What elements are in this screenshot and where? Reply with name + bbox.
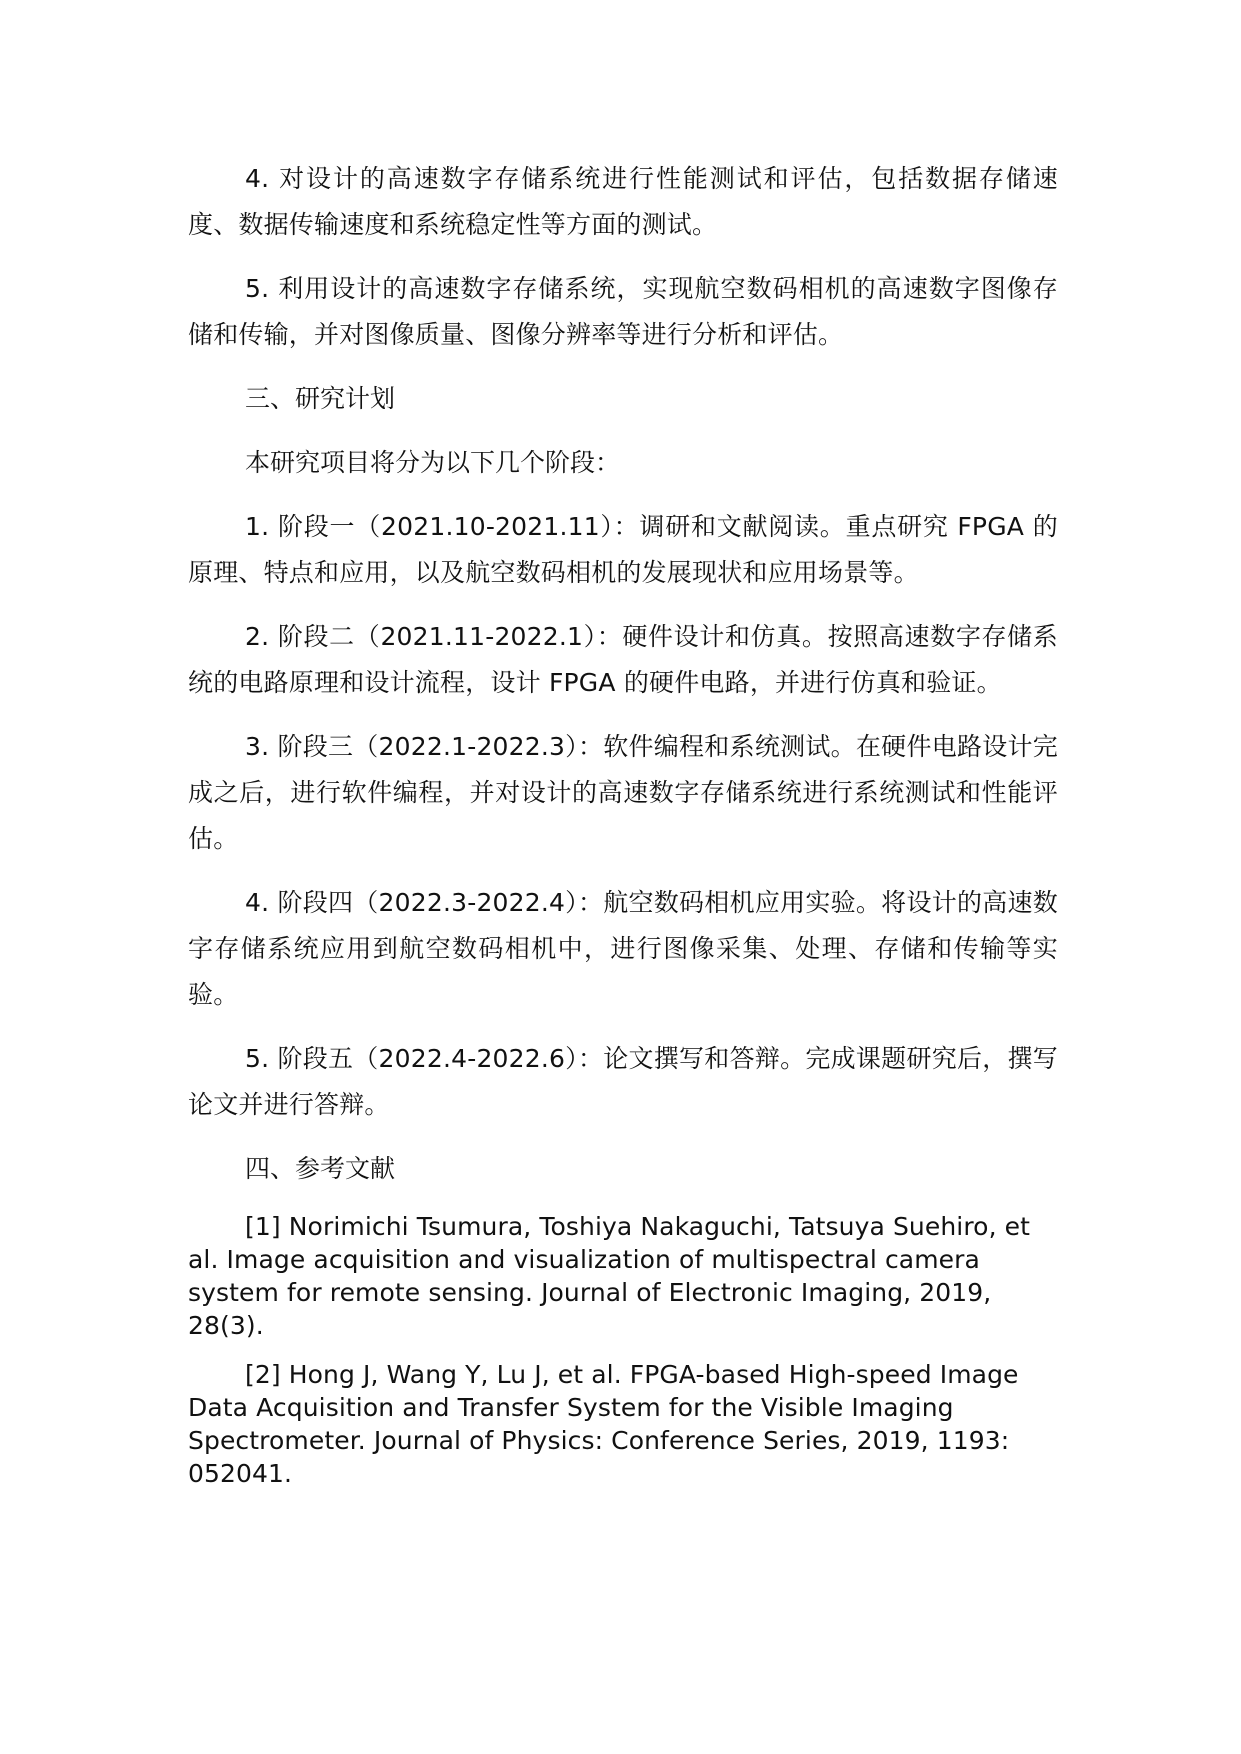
stage-item: 3. 阶段三（2022.1-2022.3）：软件编程和系统测试。在硬件电路设计完成之后，进行软件编程，并对设计的高速数字存储系统进行系统测试和性能评估。 [188, 732, 1058, 853]
paragraph-item-5: 5. 利用设计的高速数字存储系统，实现航空数码相机的高速数字图像存储和传输，并对图像质量、图像分辨率等进行分析和评估。 [188, 274, 1058, 349]
section-heading-references: 四、参考文献 [245, 1154, 396, 1183]
stage-item: 4. 阶段四（2022.3-2022.4）：航空数码相机应用实验。将设计的高速数字存储系统应用到航空数码相机中，进行图像采集、处理、存储和传输等实验。 [188, 888, 1058, 1009]
reference-item: [1] Norimichi Tsumura, Toshiya Nakaguchi, Tatsuya Suehiro, et al. Image acquisition and visualization of multispectral camera system for remote sensing. Journal of Electronic Imaging, 2019, 28(3). [188, 1212, 1031, 1340]
section-intro: 本研究项目将分为以下几个阶段： [245, 448, 621, 477]
reference-item: [2] Hong J, Wang Y, Lu J, et al. FPGA-based High-speed Image Data Acquisition and Transfer System for the Visible Imaging Spectrometer. Journal of Physics: Conference Series, 2019, 1193: 052041. [188, 1360, 1019, 1488]
document-body [188, 156, 1058, 1506]
stage-item: 2. 阶段二（2021.11-2022.1）：硬件设计和仿真。按照高速数字存储系统的电路原理和设计流程，设计 FPGA 的硬件电路，并进行仿真和验证。 [188, 622, 1058, 697]
paragraph-item-4: 4. 对设计的高速数字存储系统进行性能测试和评估，包括数据存储速度、数据传输速度和系统稳定性等方面的测试。 [188, 164, 1058, 239]
stage-item: 5. 阶段五（2022.4-2022.6）：论文撰写和答辩。完成课题研究后，撰写论文并进行答辩。 [188, 1044, 1058, 1119]
stage-item: 1. 阶段一（2021.10-2021.11）：调研和文献阅读。重点研究 FPGA 的原理、特点和应用，以及航空数码相机的发展现状和应用场景等。 [188, 512, 1058, 587]
section-heading-research-plan: 三、研究计划 [245, 384, 396, 413]
